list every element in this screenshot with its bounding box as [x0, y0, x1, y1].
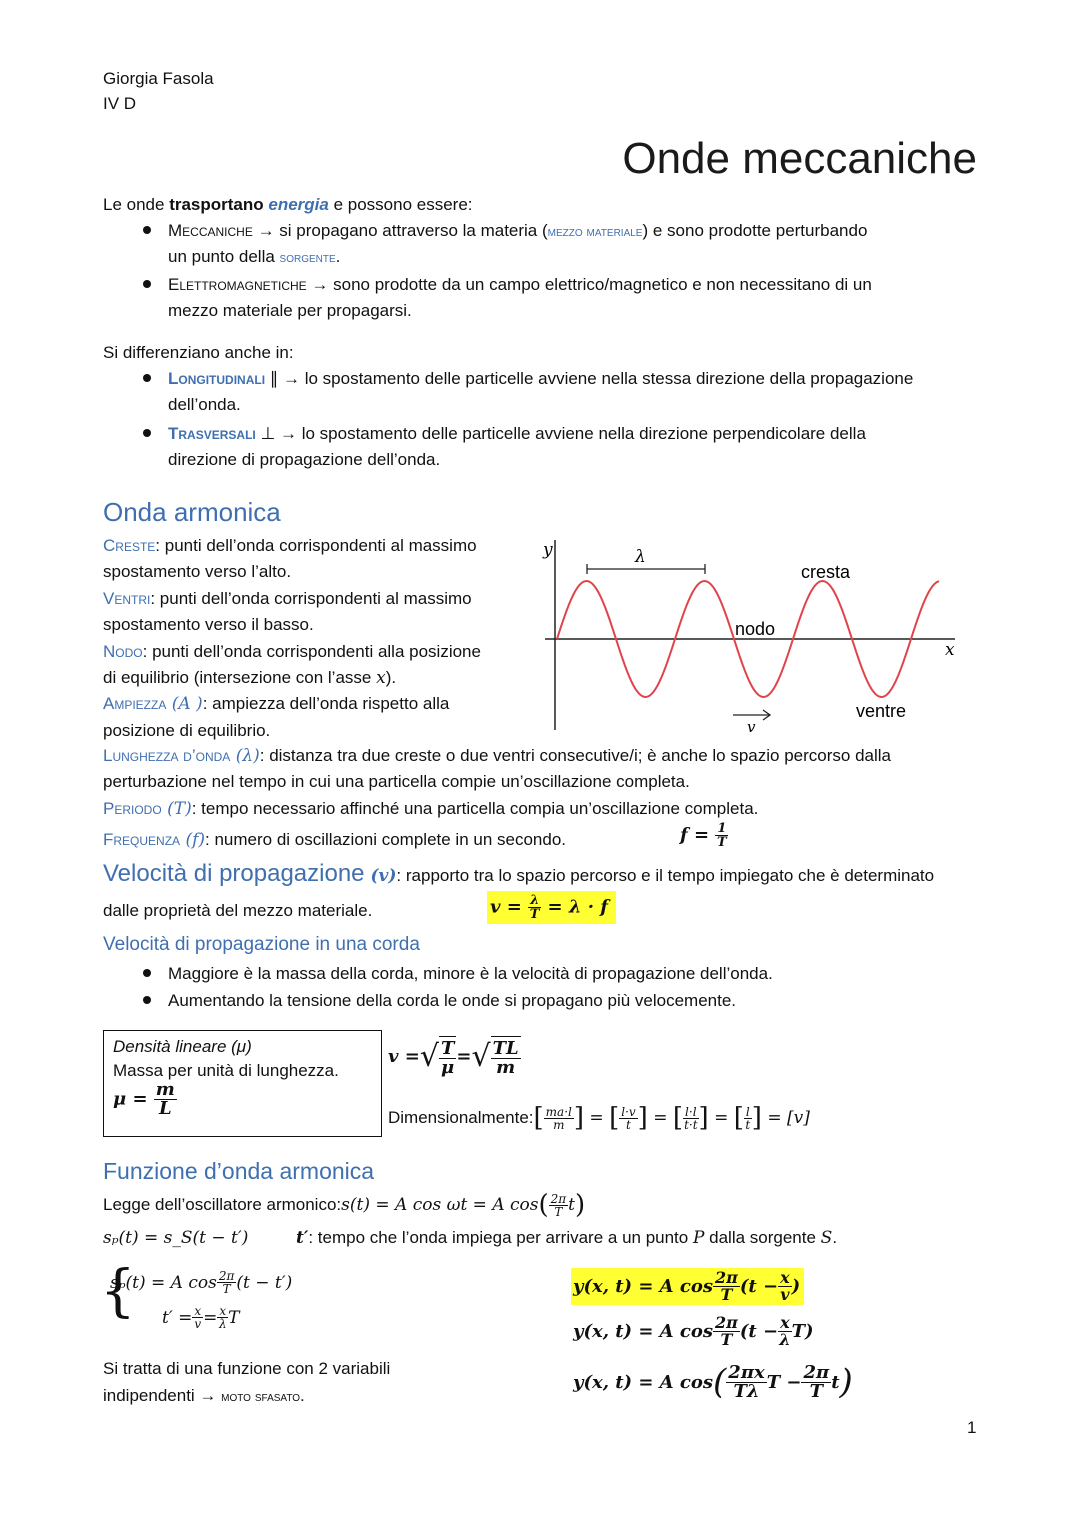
wave-function-3: y(x, t) = A cos ( $\frac{2\pi x}{T\lambda}$ T − $\frac{2\pi}{T}$ t ) [573, 1361, 853, 1402]
nodo-label: nodo [735, 619, 776, 639]
page-title: Onde meccaniche [622, 134, 977, 183]
diff-longitudinal: Longitudinali ∥ → lo spostamento delle particelle avviene nella stessa direzione della propagazione dell’onda. [168, 369, 914, 414]
wave-function-2: y(x, t) = A cos $\frac{2\pi}{T}$ (t − $\frac{x}{\lambda}$ T) [573, 1313, 814, 1349]
bullet-dot [143, 429, 151, 437]
sp-equation: sₚ(t) = s_S(t − t′) [103, 1228, 249, 1248]
oscillator-law: Legge dell’oscillatore armonico: s(t) = A cos ωt = A cos ( $\frac{2\pi}{T}$ t ) [103, 1190, 586, 1220]
system-brace: { [100, 1259, 136, 1324]
type-mechanical: Meccaniche → si propagano attraverso la materia (mezzo materiale) e sono prodotte perturbando un punto della sorgente. [168, 221, 868, 266]
tprime-definition: t′: tempo che l’onda impiega per arrivare a un punto P dalla sorgente S. [296, 1228, 838, 1248]
speed-definition-cont: dalle proprietà del mezzo materiale. [103, 901, 373, 920]
lambda-label: λ [635, 547, 646, 567]
def-ventri: Ventri: punti dell’onda corrispondenti al massimo [103, 588, 472, 608]
y-axis-label: y [543, 540, 553, 560]
system-line-1: sₚ(t) = A cos $\frac{2\pi}{T}$ (t − t′) [110, 1269, 293, 1296]
def-ampiezza: Ampiezza (A ): ampiezza dell’onda rispetto alla [103, 694, 450, 715]
string-speed-formula: v = √ $\frac{T}{\mu}$ = √ $\frac{TL}{m}$ [388, 1038, 519, 1078]
box-formula: μ = $\frac{m}{L}$ [113, 1079, 175, 1119]
note-line-1: Si tratta di una funzione con 2 variabili [103, 1359, 391, 1378]
cresta-label: cresta [801, 562, 851, 582]
type-electromagnetic: Elettromagnetiche → sono prodotte da un campo elettrico/magnetico e non necessitano di un mezzo materiale per propagarsi. [168, 275, 872, 320]
speed-formula: v = $\frac{\lambda}{T}$ = λ · f [487, 891, 616, 924]
def-ampiezza-cont: posizione di equilibrio. [103, 720, 271, 740]
def-nodo: Nodo: punti dell’onda corrispondenti alla posizione [103, 641, 481, 661]
note-line-2: indipendenti → moto sfasato. [103, 1386, 305, 1405]
box-title: Densità lineare (μ) [113, 1037, 252, 1056]
bullet-dot [143, 280, 151, 288]
diff-transverse: Trasversali ⊥ → lo spostamento delle particelle avviene nella direzione perpendicolare della direzione di propagazione dell’onda. [168, 424, 866, 469]
wave-diagram [535, 535, 975, 735]
linear-density-box [103, 1030, 382, 1137]
velocity-label: v [747, 718, 756, 735]
header-info [103, 66, 214, 116]
bullet-dot [143, 226, 151, 234]
intro-line: Le onde trasportano energia e possono essere: [103, 195, 473, 214]
class-label: IV D [103, 94, 137, 113]
dimensional-analysis: Dimensionalmente: [ $\frac{ma\cdot l}{m}$ ] = [ $\frac{l\cdot v}{t}$ ] = [ $\frac{l\cdot l}{t\cdot t}$ ] = [ $\frac{l}{t}$ ] = [v] [388, 1103, 810, 1133]
wave-function-note [103, 1355, 390, 1410]
diff-intro: Si differenziano anche in: [103, 343, 294, 362]
def-lunghezza: Lunghezza d’onda (λ): distanza tra due creste o due ventri consecutive/i; è anche lo spazio percorso dalla perturbazione nel tempo in cui una particella compie un’oscillazione completa. [103, 746, 891, 791]
frequency-formula: f = $\frac{1}{T}$ [680, 821, 727, 850]
speed-definition: Velocità di propagazione (v): rapporto tra lo spazio percorso e il tempo impiegato che è determinato [103, 860, 935, 887]
def-nodo-cont: di equilibrio (intersezione con l’asse x). [103, 668, 397, 689]
page-number: 1 [967, 1418, 977, 1437]
def-periodo: Periodo (T): tempo necessario affinché una particella compia un’oscillazione completa. [103, 799, 759, 819]
harmonic-definitions [103, 533, 516, 744]
sqrt-sign: √ [471, 1039, 491, 1074]
wave-function-1: y(x, t) = A cos $\frac{2\pi}{T}$ (t − $\frac{x}{v}$ ) [571, 1268, 804, 1305]
x-axis-label: x [945, 640, 955, 660]
bullet-dot [143, 996, 151, 1004]
section-wave-function: Funzione d’onda armonica [103, 1158, 375, 1184]
string-bullet-tension: Aumentando la tensione della corda le onde si propagano più velocemente. [168, 991, 737, 1010]
def-frequenza: Frequenza (f): numero di oscillazioni complete in un secondo. [103, 830, 567, 850]
sqrt-sign: √ [419, 1039, 439, 1074]
box-text: Massa per unità di lunghezza. [113, 1061, 339, 1080]
def-creste: Creste: punti dell’onda corrispondenti al massimo [103, 536, 477, 555]
section-harmonic-wave: Onda armonica [103, 497, 281, 527]
bullet-dot [143, 374, 151, 382]
def-creste-cont: spostamento verso l’alto. [103, 562, 292, 582]
def-ventri-cont: spostamento verso il basso. [103, 615, 314, 635]
system-line-2: t′ = $\frac{x}{v}$ = $\frac{x}{\lambda}$ T [162, 1304, 240, 1331]
ventre-label: ventre [856, 701, 907, 721]
string-bullet-mass: Maggiore è la massa della corda, minore è la velocità di propagazione dell’onda. [168, 964, 773, 983]
author-name: Giorgia Fasola [103, 69, 214, 88]
bullet-dot [143, 969, 151, 977]
section-string-speed: Velocità di propagazione in una corda [103, 934, 420, 955]
